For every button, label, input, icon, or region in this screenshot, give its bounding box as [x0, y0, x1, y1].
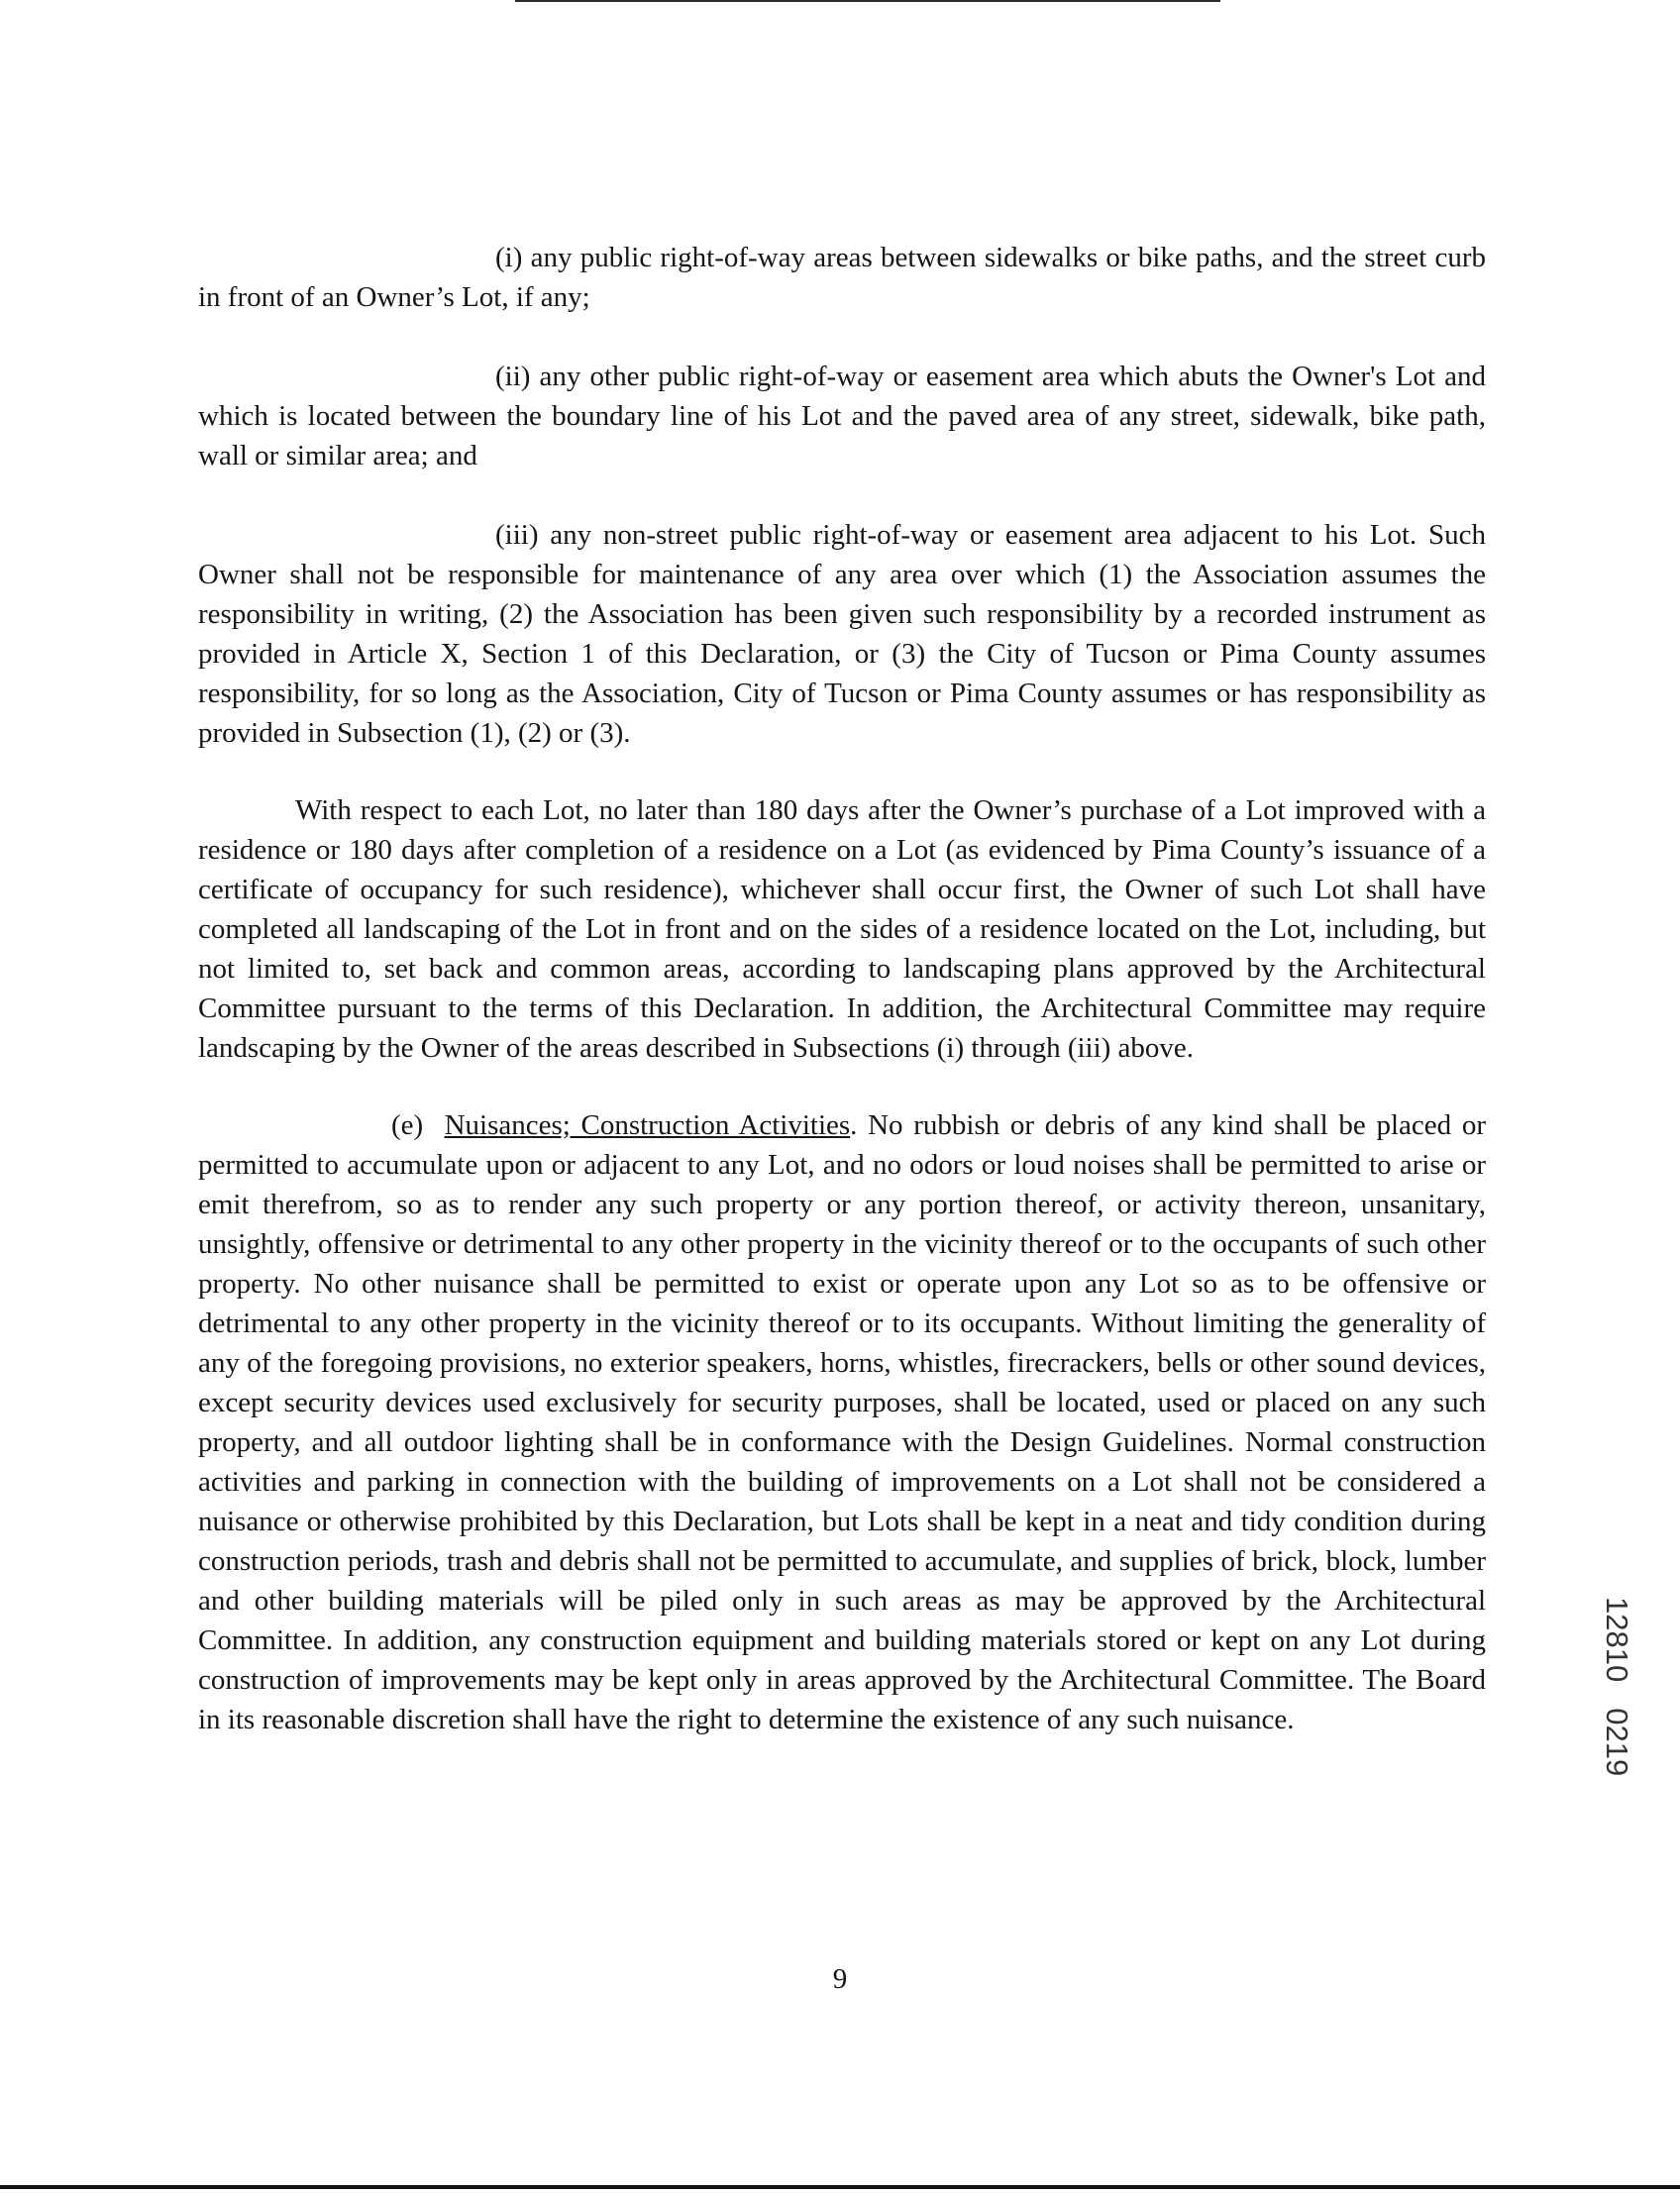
bottom-scan-rule [0, 2185, 1680, 2189]
section-label-e: (e) [391, 1109, 424, 1141]
recording-stamp [1597, 1597, 1632, 1776]
paragraph-item-ii: (ii) any other public right-of-way or easement area which abuts the Owner's Lot and which is located between the boundary line of his Lot and the paved area of any street, sidewalk, bike path, wall or similar area; and [198, 361, 1486, 471]
paragraph-item-i: (i) any public right-of-way areas between sidewalks or bike paths, and the street curb in front of an Owner’s Lot, if any; [198, 242, 1486, 313]
paragraph-nuisances-body: . No rubbish or debris of any kind shall be placed or permitted to accumulate upon or adjacent to any Lot, and no odors or loud noises shall be permitted to arise or emit therefrom, so as to render any such property or any portion thereof, or activity thereon, unsanitary, unsightly, offensive or detrimental to any other property in the vicinity thereof or to the occupants of such other property. No other nuisance shall be permitted to exist or operate upon any Lot so as to be offensive or detrimental to any other property in the vicinity thereof or to its occupants. Without limiting the generality of any of the foregoing provisions, no exterior speakers, horns, whistles, firecrackers, bells or other sound devices, except security devices used exclusively for security purposes, shall be located, used or placed on any such property, and all outdoor lighting shall be in conformance with the Design Guidelines. Normal construction activities and parking in connection with the building of improvements on a Lot shall not be considered a nuisance or otherwise prohibited by this Declaration, but Lots shall be kept in a neat and tidy condition during construction periods, trash and debris shall not be permitted to accumulate, and supplies of brick, block, lumber and other building materials will be piled only in such areas as may be approved by the Architectural Committee. In addition, any construction equipment and building materials stored or kept on any Lot during construction of improvements may be kept only in areas approved by the Architectural Committee. The Board in its reasonable discretion shall have the right to determine the existence of any such nuisance. [198, 1109, 1487, 1735]
document-body [198, 238, 1486, 1739]
top-scan-rule [515, 0, 1220, 2]
page-number: 9 [832, 1963, 848, 1995]
paragraph-landscaping: With respect to each Lot, no later than 180 days after the Owner’s purchase of a Lot improved with a residence or 180 days after completion of a residence on a Lot (as evidenced by Pima County’s issuance of a certificate of occupancy for such residence), whichever shall occur first, the Owner of such Lot shall have completed all landscaping of the Lot in front and on the sides of a residence located on the Lot, including, but not limited to, set back and common areas, according to landscaping plans approved by the Architectural Committee pursuant to the terms of this Declaration. In addition, the Architectural Committee may require landscaping by the Owner of the areas described in Subsections (i) through (iii) above. [198, 794, 1486, 1064]
paragraph-nuisances [198, 1105, 1486, 1739]
recording-stamp-part1: 12810 [1600, 1597, 1634, 1683]
recording-stamp-part2: 0219 [1600, 1708, 1634, 1777]
section-heading-nuisances: Nuisances; Construction Activities [444, 1109, 851, 1141]
paragraph-item-iii: (iii) any non-street public right-of-way or easement area adjacent to his Lot. Such Owner shall not be responsible for maintenance of any area over which (1) the Association assumes the responsibility in writing, (2) the Association has been given such responsibility by a recorded instrument as provided in Article X, Section 1 of this Declaration, or (3) the City of Tucson or Pima County assumes responsibility, for so long as the Association, City of Tucson or Pima County assumes or has responsibility as provided in Subsection (1), (2) or (3). [198, 519, 1486, 749]
